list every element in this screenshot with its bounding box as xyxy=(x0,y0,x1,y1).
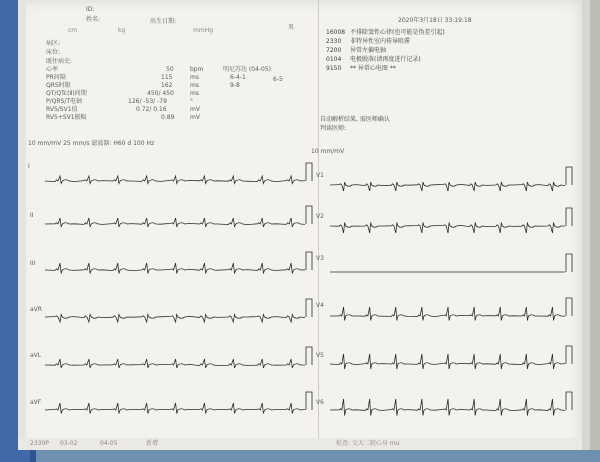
lead-label-v2: V2 xyxy=(316,213,324,220)
diag-text-5: ** 异常心电图 ** xyxy=(350,65,396,72)
footer-date-1: 03-02 xyxy=(60,440,78,447)
calibration-pulse-lead-v1 xyxy=(566,167,572,185)
axis-label: P/QRS/T电轴 xyxy=(46,98,83,105)
calibration-pulse-lead-avr xyxy=(306,299,312,317)
minnesota-code-3: 9-8 xyxy=(230,82,240,89)
calibration-pulse-lead-v5 xyxy=(566,346,572,364)
qrs-label: QRS时限 xyxy=(46,82,71,89)
calibration-pulse-lead-v6 xyxy=(566,392,572,410)
report-datetime: 2020年3月18日 33:19:18 xyxy=(398,17,472,24)
ecg-trace-lead-v4 xyxy=(330,307,565,321)
hr-unit: bpm xyxy=(190,66,204,73)
footer-code: 2330P xyxy=(30,440,49,447)
footer-exam-label: 检查: 交大二院心身 mu xyxy=(336,440,400,447)
recording-settings-right: 10 mm/mV xyxy=(311,148,345,155)
ecg-trace-lead-iii xyxy=(45,263,305,274)
minnesota-code-1: 6-4-1 xyxy=(230,74,246,81)
physician-label: 判读医师: xyxy=(320,125,347,132)
hr-label: 心率 xyxy=(46,66,59,73)
pr-label: PR间隔 xyxy=(46,74,66,81)
qrs-value: 162 xyxy=(161,82,173,89)
diag-text-3: 异常左偏电轴 xyxy=(350,47,387,54)
diag-code-3: 7200 xyxy=(326,47,342,54)
lead-label-avl: aVL xyxy=(30,352,42,359)
footer-note: 新增 xyxy=(146,440,159,447)
lead-label-iii: III xyxy=(30,260,36,267)
qtqtc-value: 450/ 450 xyxy=(147,90,174,97)
lead-label-v3: V3 xyxy=(316,255,324,262)
calibration-pulse-lead-i xyxy=(306,163,312,181)
recording-settings: 10 mm/mV 25 mm/s 滤波器: H60 d 100 Hz xyxy=(28,140,155,147)
diag-code-5: 9150 xyxy=(326,65,342,72)
calibration-pulse-lead-v3 xyxy=(566,254,572,272)
height-unit: cm xyxy=(68,27,78,34)
id-label: ID: xyxy=(86,6,95,13)
diag-code-1: 16008 xyxy=(326,29,346,36)
diag-text-2: 非特异性室内传导阻滞 xyxy=(350,38,411,45)
ecg-trace-lead-v5 xyxy=(330,354,565,369)
lead-label-v4: V4 xyxy=(316,302,324,309)
qrs-unit: ms xyxy=(190,82,199,89)
lead-label-avf: aVF xyxy=(30,399,42,406)
calibration-pulse-lead-iii xyxy=(306,252,312,270)
ecg-trace-lead-v1 xyxy=(330,182,565,191)
diag-code-4: 0104 xyxy=(326,56,342,63)
rv5sv1-value: 0.72/ 0.16 xyxy=(136,106,167,113)
calibration-pulse-lead-avl xyxy=(306,347,312,365)
weight-unit: kg xyxy=(118,27,126,34)
calibration-pulse-lead-v4 xyxy=(566,298,572,316)
calibration-pulse-lead-ii xyxy=(306,206,312,224)
lead-label-ii: II xyxy=(30,212,34,219)
rv5sv1-label: RV5/SV1值 xyxy=(46,106,78,113)
rv5sv1-unit: mV xyxy=(190,106,200,113)
lead-label-avr: aVR xyxy=(30,306,42,313)
diag-text-4: 电极脱落(请再度进行记录) xyxy=(350,56,421,63)
rv5sv1sum-label: RV5+SV1振幅 xyxy=(46,114,87,121)
bp-unit: mmHg xyxy=(193,27,214,34)
qtqtc-label: QT/QTc(Ⅱ)间期 xyxy=(46,90,87,97)
qtqtc-unit: ms xyxy=(190,90,199,97)
lead-label-v5: V5 xyxy=(316,352,324,359)
minnesota-code-2: 6-5 xyxy=(273,76,283,83)
bed-label: 床位: xyxy=(46,49,61,56)
hr-value: 50 xyxy=(166,66,174,73)
ecg-trace-lead-i xyxy=(45,176,305,184)
ecg-trace-lead-avr xyxy=(45,315,305,323)
diag-code-2: 2330 xyxy=(326,38,342,45)
ward-label: 病区: xyxy=(46,40,61,47)
ecg-trace-lead-avl xyxy=(45,359,305,368)
ecg-trace-lead-ii xyxy=(45,218,305,227)
history-label: 既往病史: xyxy=(46,58,73,65)
minnesota-title: 明尼苏达 (04-05) xyxy=(223,66,272,73)
rv5sv1sum-unit: mV xyxy=(190,114,200,121)
ecg-trace-lead-avf xyxy=(45,403,305,414)
lead-label-v1: V1 xyxy=(316,172,324,179)
axis-unit: ° xyxy=(190,98,193,105)
calibration-pulse-lead-avf xyxy=(306,392,312,410)
rv5sv1sum-value: 0.89 xyxy=(161,114,175,121)
lead-label-i: I xyxy=(28,163,30,170)
diag-text-1: 不排除窦性心律(也可能是伪差引起) xyxy=(350,29,445,36)
ecg-trace-lead-v2 xyxy=(330,223,565,234)
footer-date-2: 04-05 xyxy=(100,440,118,447)
pr-unit: ms xyxy=(190,74,199,81)
gender: 男 xyxy=(288,24,295,31)
dob-label: 出生日期: xyxy=(150,18,177,25)
pr-value: 115 xyxy=(161,74,173,81)
axis-value: 126/ -53/ -79 xyxy=(128,98,167,105)
auto-analysis-note: 自动解析结果, 需医师确认 xyxy=(320,116,390,123)
calibration-pulse-lead-v2 xyxy=(566,208,572,226)
lead-label-v6: V6 xyxy=(316,399,324,406)
name-label: 姓名: xyxy=(86,16,101,23)
ecg-trace-lead-v6 xyxy=(330,399,565,416)
